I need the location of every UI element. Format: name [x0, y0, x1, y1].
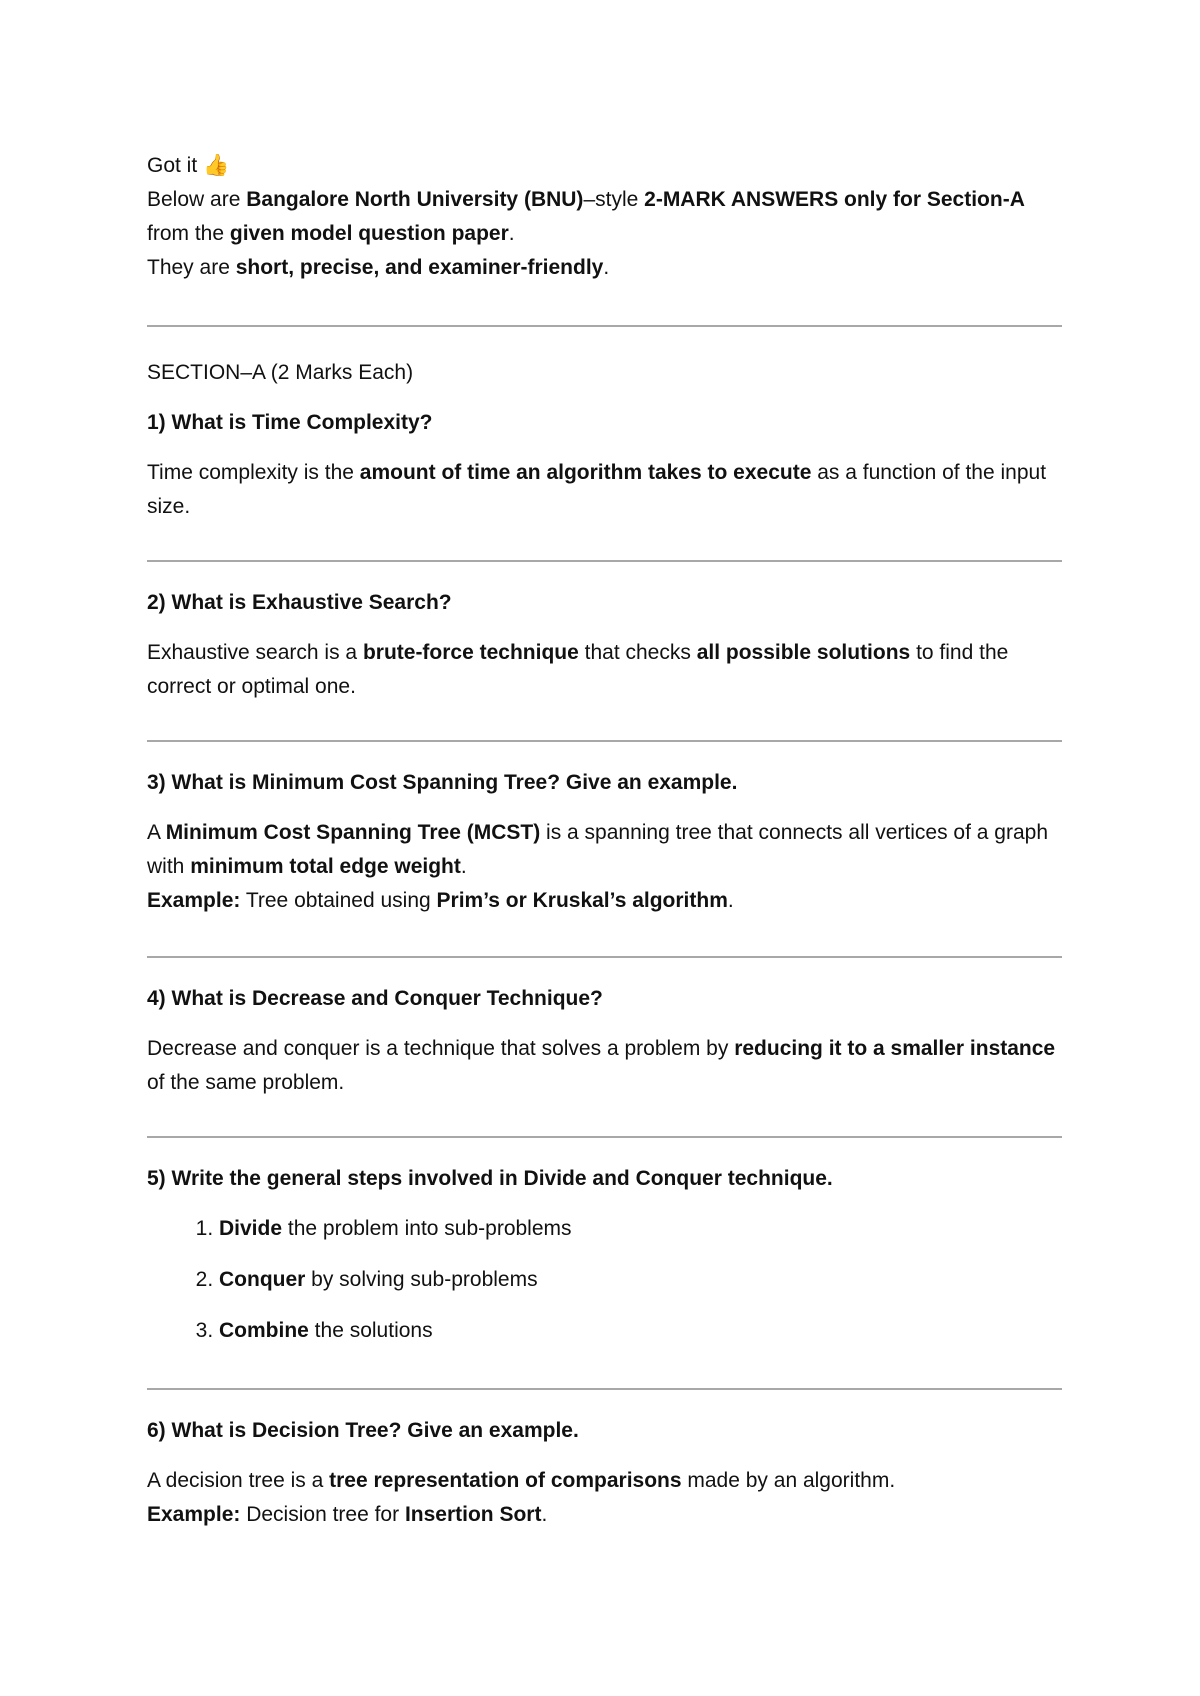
answer-run: made by an algorithm. — [681, 1469, 896, 1492]
answer-emphasis: reducing it to a smaller instance — [734, 1037, 1056, 1060]
document-page — [147, 148, 1062, 1532]
example-label: Example: — [147, 889, 241, 912]
answer-emphasis: brute-force technique — [362, 641, 579, 664]
question-title: 3) What is Minimum Cost Spanning Tree? Give an example. — [147, 771, 738, 794]
answer-run: Tree obtained using — [240, 889, 437, 912]
answer-run: as a function of the input size. — [147, 461, 1047, 518]
answer-text — [147, 816, 1062, 918]
intro-text: They are — [147, 256, 236, 279]
answer-run: . — [727, 889, 734, 912]
answer-run: Decision tree for — [240, 1503, 405, 1526]
answer-emphasis: Insertion Sort — [404, 1503, 542, 1526]
steps-list — [147, 1212, 1062, 1348]
intro — [147, 148, 1062, 285]
question-title: 2) What is Exhaustive Search? — [147, 591, 452, 614]
step-text: by solving sub-problems — [305, 1268, 538, 1291]
intro-text: Below are — [147, 188, 247, 211]
answer-emphasis: all possible solutions — [696, 641, 911, 664]
answer-run: A decision tree is a — [147, 1469, 330, 1492]
answer-emphasis: tree representation of comparisons — [329, 1469, 682, 1492]
intro-text: . — [603, 256, 610, 279]
divider — [147, 956, 1062, 958]
answer-run: is a spanning tree that connects all vertices of a graph with — [147, 821, 1048, 878]
answer-text — [147, 1032, 1062, 1100]
question-block-2 — [147, 586, 1062, 704]
step-text: the problem into sub-problems — [282, 1217, 572, 1240]
intro-emphasis: given model question paper — [229, 222, 509, 245]
intro-greeting — [147, 148, 1062, 183]
answer-emphasis: Minimum Cost Spanning Tree (MCST) — [165, 821, 541, 844]
answer-run: A — [147, 821, 166, 844]
question-title: 1) What is Time Complexity? — [147, 411, 433, 434]
answer-text — [147, 636, 1062, 704]
greeting-text: Got it — [147, 154, 198, 177]
divider — [147, 560, 1062, 562]
question-block-6 — [147, 1414, 1062, 1532]
intro-line-2 — [147, 251, 1062, 285]
intro-text: . — [508, 222, 515, 245]
answer-emphasis: Prim’s or Kruskal’s algorithm — [436, 889, 728, 912]
answer-run: Time complexity is the — [147, 461, 360, 484]
intro-line-1 — [147, 183, 1062, 251]
section-heading: SECTION–A (2 Marks Each) — [147, 361, 414, 384]
question-block-1 — [147, 406, 1062, 524]
university-name: Bangalore North University (BNU) — [246, 188, 584, 211]
answer-emphasis: amount of time an algorithm takes to execute — [359, 461, 812, 484]
list-item — [219, 1314, 1062, 1348]
answer-run: that checks — [578, 641, 697, 664]
answer-run: to find the correct or optimal one. — [147, 641, 1009, 698]
answer-emphasis: minimum total edge weight — [190, 855, 461, 878]
divider — [147, 1388, 1062, 1390]
answer-run: of the same problem. — [147, 1071, 345, 1094]
step-keyword: Conquer — [219, 1268, 306, 1291]
intro-emphasis: 2-MARK ANSWERS only for Section-A — [644, 188, 1025, 211]
intro-text: from the — [147, 222, 230, 245]
answer-text — [147, 456, 1062, 524]
step-keyword: Combine — [219, 1319, 309, 1342]
intro-text: –style — [583, 188, 645, 211]
answer-run: Exhaustive search is a — [147, 641, 363, 664]
question-block-3 — [147, 766, 1062, 918]
step-keyword: Divide — [219, 1217, 283, 1240]
example-label: Example: — [147, 1503, 241, 1526]
list-item — [219, 1212, 1062, 1246]
divider — [147, 740, 1062, 742]
list-item — [219, 1263, 1062, 1297]
answer-run: Decrease and conquer is a technique that solves a problem by — [147, 1037, 735, 1060]
intro-emphasis: short, precise, and examiner-friendly — [235, 256, 604, 279]
answer-run: . — [460, 855, 467, 878]
question-title: 5) Write the general steps involved in Divide and Conquer technique. — [147, 1167, 833, 1190]
question-block-5 — [147, 1162, 1062, 1348]
thumbs-up-icon: 👍 — [203, 153, 230, 177]
question-block-4 — [147, 982, 1062, 1100]
question-title: 4) What is Decrease and Conquer Technique? — [147, 987, 603, 1010]
divider — [147, 325, 1062, 327]
answer-run: . — [541, 1503, 548, 1526]
step-text: the solutions — [308, 1319, 433, 1342]
question-title: 6) What is Decision Tree? Give an example. — [147, 1419, 579, 1442]
answer-text — [147, 1464, 1062, 1532]
divider — [147, 1136, 1062, 1138]
